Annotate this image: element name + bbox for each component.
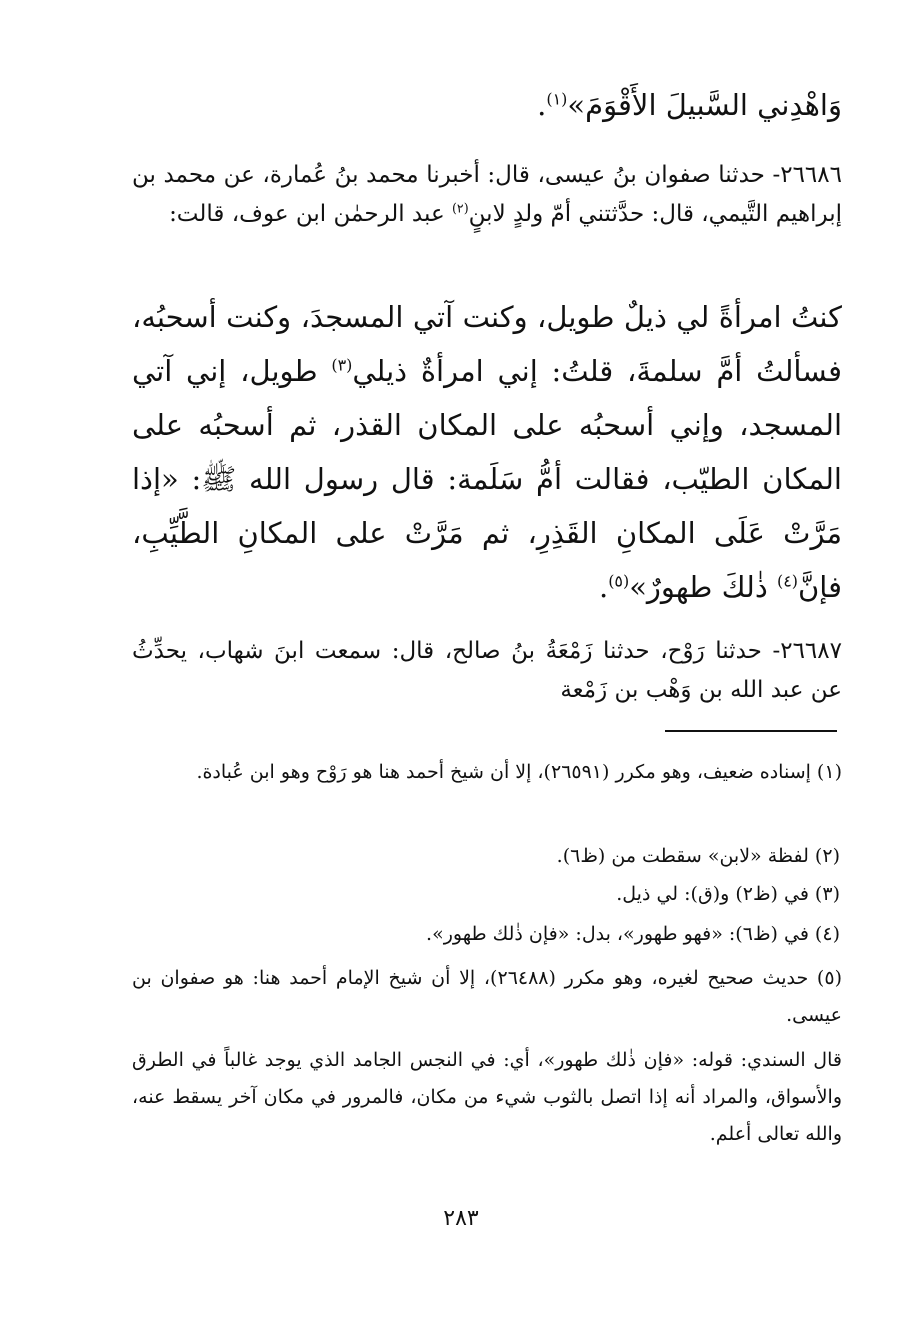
footnote-5-text: (٥) حديث صحيح لغيره، وهو مكرر (٢٦٤٨٨)، إلا أن شيخ الإمام أحمد هنا: هو صفوان بن عيسى. [132, 967, 842, 1026]
top-continuation-line [132, 78, 842, 132]
sindi-commentary-text: قال السندي: قوله: «فإن ذٰلك طهور»، أي: في النجس الجامد الذي يوجد غالباً في الطرق والأسواق، والمراد أنه إذا اتصل بالثوب شيء من مكان، فالمرور في مكان آخر يسقط عنه، والله تعالى أعلم. [132, 1049, 842, 1145]
matn-part-3: ذٰلكَ طهورٌ» [629, 570, 777, 604]
top-line-text: وَاهْدِني السَّبيلَ الأَقْوَمَ» [567, 88, 842, 122]
footnote-5 [132, 960, 842, 1034]
page-number: ٢٨٣ [443, 1206, 479, 1231]
hadith-26686-matn [132, 290, 842, 614]
hadith-26686-isnad [132, 156, 842, 234]
footnote-1-text: (١) إسناده ضعيف، وهو مكرر (٢٦٥٩١)، إلا أن شيخ أحمد هنا هو رَوْح وهو ابن عُبادة. [196, 761, 842, 783]
matn-part-1: كنتُ امرأةً لي ذيلٌ طويل، وكنت آتي المسجدَ، وكنت أسحبُه، فسألتُ أمَّ سلمةَ، قلتُ: إني امرأةٌ ذيلي [132, 300, 842, 388]
sindi-commentary [132, 1042, 842, 1153]
hadith-26687-text: ٢٦٦٨٧- حدثنا رَوْح، حدثنا زَمْعَةُ بنُ صالح، قال: سمعت ابنَ شهاب، يحدِّثُ عن عبد الله بن وَهْب بن زَمْعة [132, 638, 842, 703]
footnote-3 [616, 876, 840, 913]
footnote-separator [665, 730, 837, 732]
footnote-4 [426, 916, 840, 953]
footnote-ref-4[interactable]: (٤) [777, 571, 798, 591]
isnad-text-before-ref: ٢٦٦٨٦- حدثنا صفوان بنُ عيسى، قال: أخبرنا محمد بنُ عُمارة، عن محمد بن إبراهيم التَّيمي، قال: حدَّثتني أمّ ولدٍ لابنٍ [132, 162, 842, 227]
matn-part-2: طويل، إني آتي المسجد، وإني أسحبُه على المكان القذر، ثم أسحبُه على المكان الطيّب، فقالت أمُّ سَلَمة: قال رسول الله ﷺ: «إذا مَرَّتْ عَلَى المكانِ القَذِرِ، ثم مَرَّتْ على المكانِ الطَّيِّبِ، فإنَّ [132, 354, 842, 604]
footnote-ref-2[interactable]: (٢) [451, 200, 469, 216]
top-line-tail: . [537, 88, 547, 122]
footnote-3-text: (٣) في (ظ٢) و(ق): لي ذيل. [616, 883, 840, 905]
footnote-ref-5[interactable]: (٥) [608, 571, 630, 591]
isnad-text-after-ref: عبد الرحمٰن ابن عوف، قالت: [169, 201, 452, 227]
hadith-26687 [132, 632, 842, 710]
footnote-4-text: (٤) في (ظ٦): «فهو طهور»، بدل: «فإن ذٰلك طهور». [426, 923, 840, 945]
footnote-ref-3[interactable]: (٣) [331, 355, 353, 375]
footnote-1 [132, 754, 842, 791]
footnote-2 [557, 838, 840, 875]
matn-end: . [598, 570, 609, 604]
footnote-ref-1[interactable]: (١) [546, 89, 568, 109]
footnote-2-text: (٢) لفظة «لابن» سقطت من (ظ٦). [556, 845, 840, 867]
